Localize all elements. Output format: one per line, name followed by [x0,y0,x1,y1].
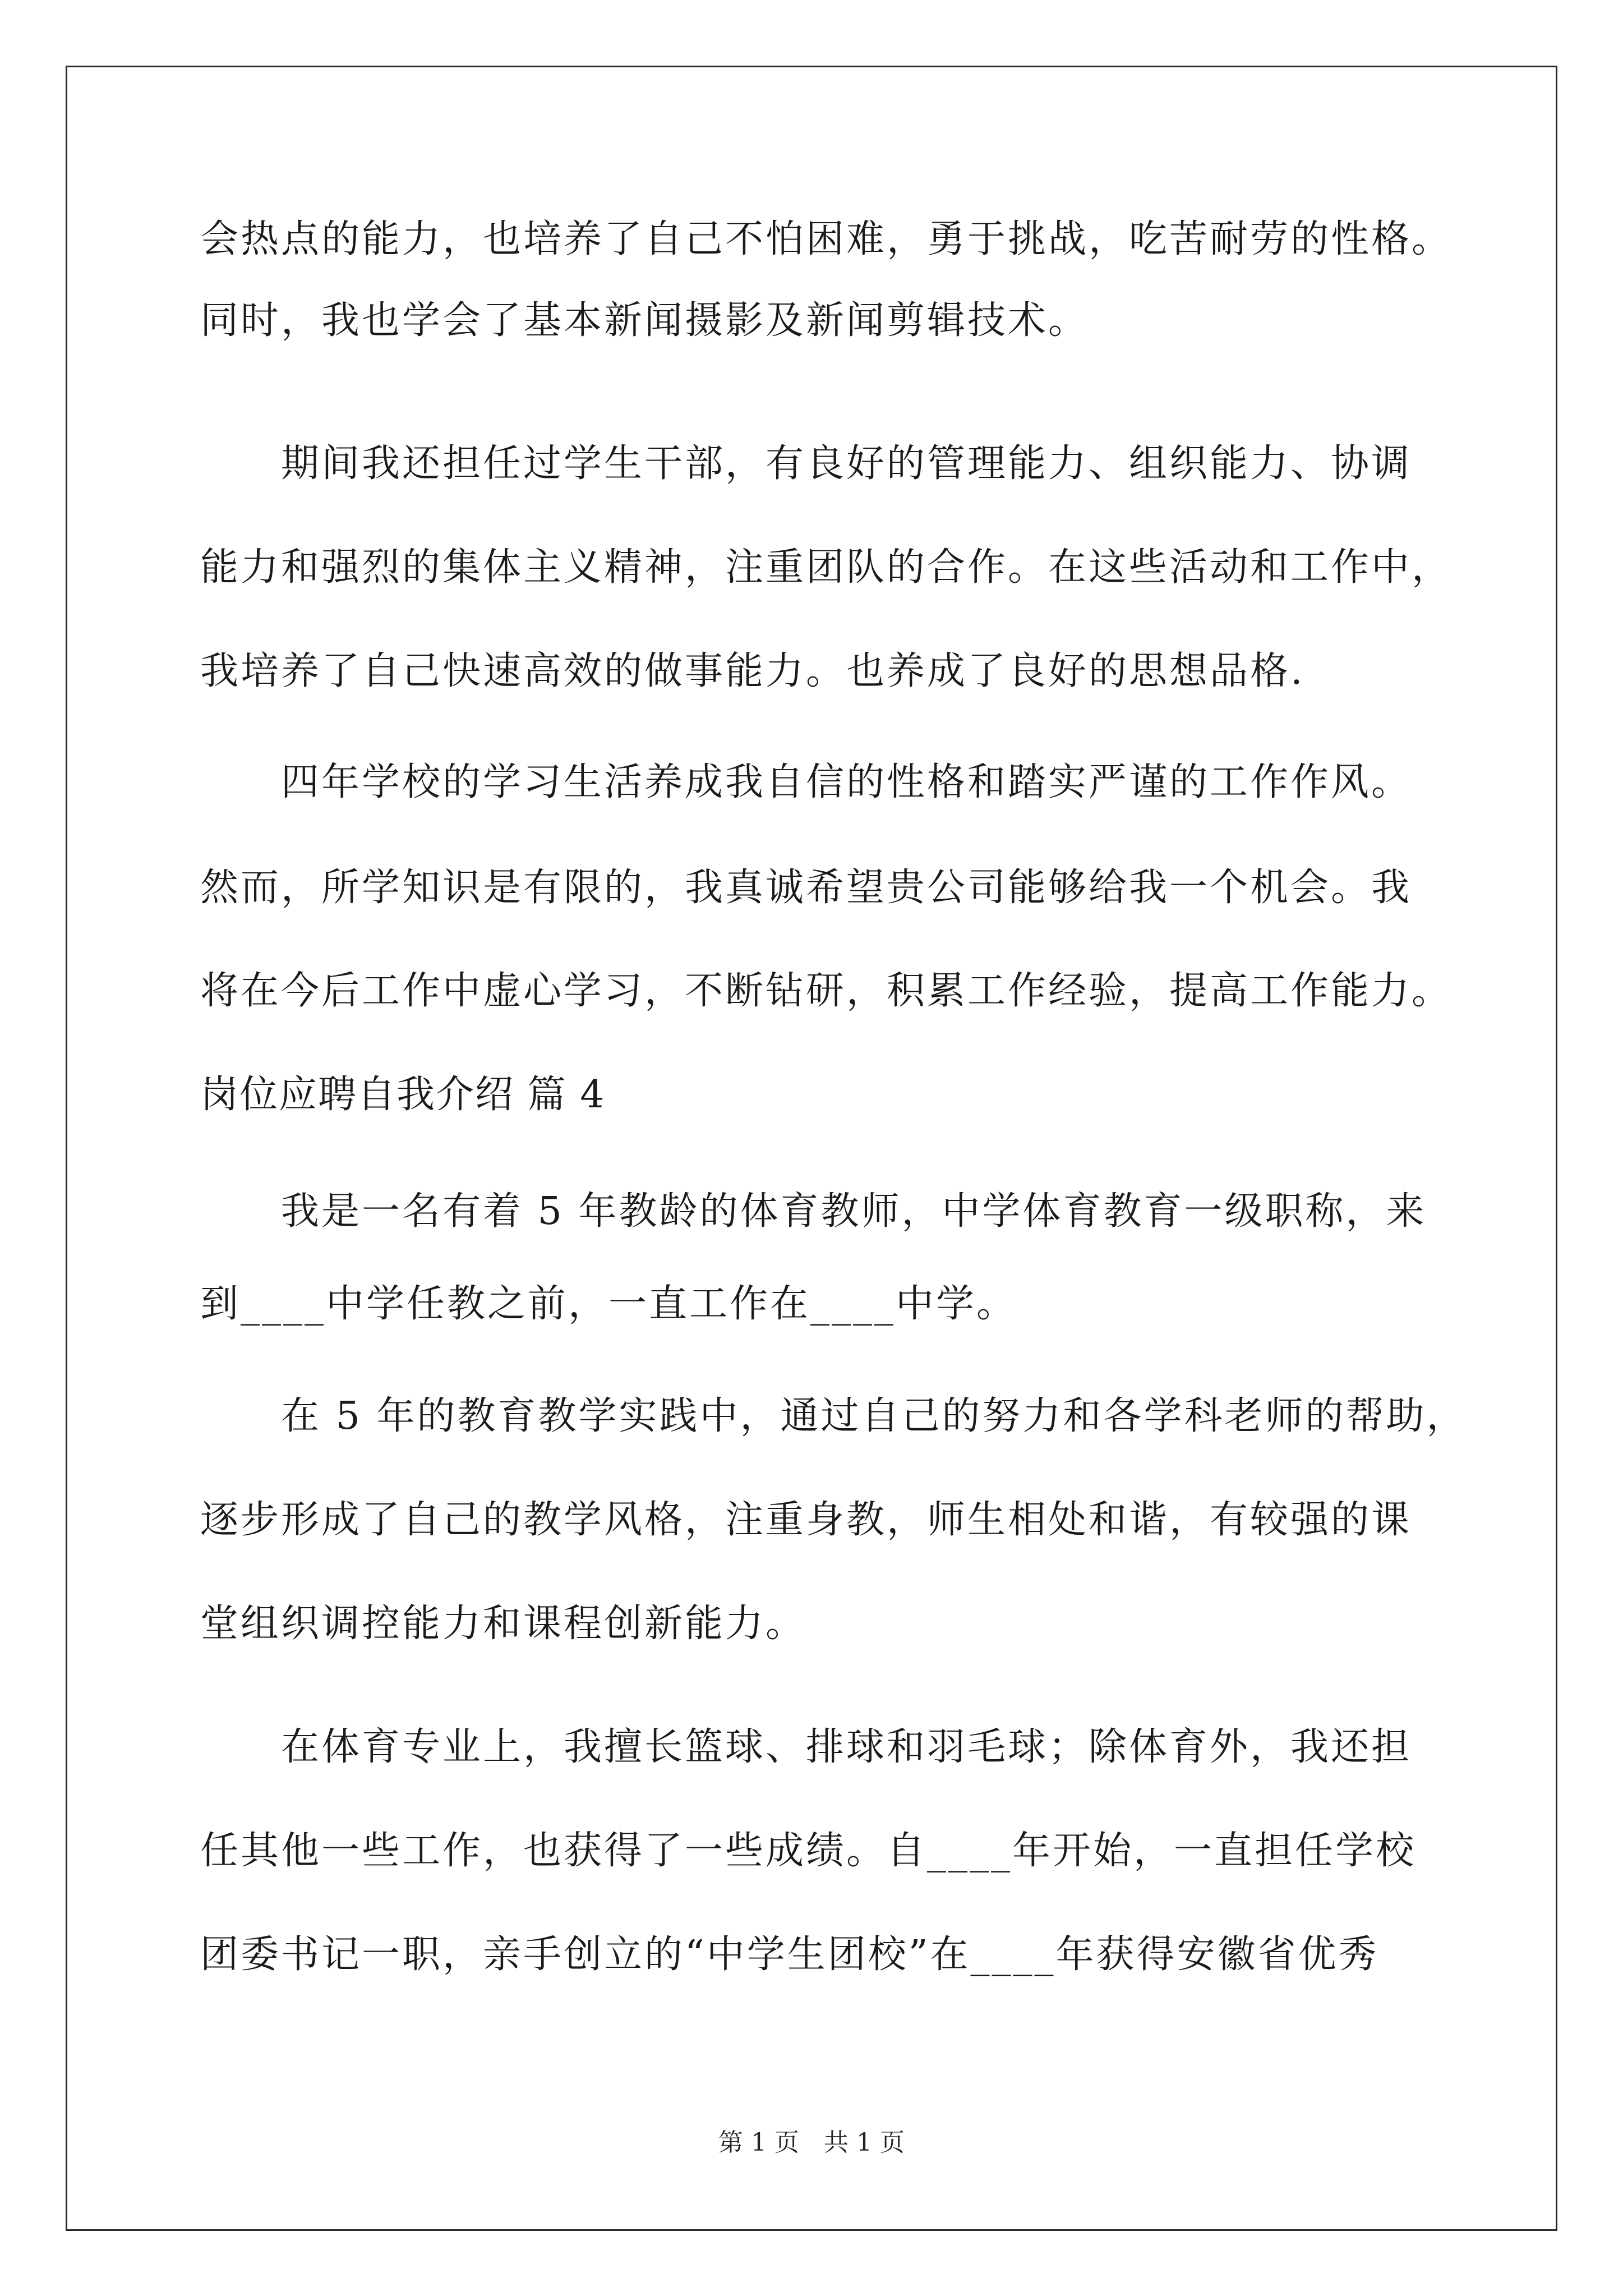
paragraph-line: 将在今后工作中虚心学习，不断钻研，积累工作经验，提高工作能力。 [200,969,1453,1013]
paragraph-line: 四年学校的学习生活养成我自信的性格和踏实严谨的工作作风。 [281,760,1412,804]
paragraph-line: 在 5 年的教育教学实践中，通过自己的努力和各学科老师的帮助， [281,1394,1467,1438]
paragraph-line: 然而，所学知识是有限的，我真诚希望贵公司能够给我一个机会。我 [200,866,1412,910]
paragraph-line: 同时，我也学会了基本新闻摄影及新闻剪辑技术。 [200,298,1089,343]
paragraph-line: 在体育专业上，我擅长篮球、排球和羽毛球；除体育外，我还担 [281,1725,1412,1769]
paragraph-line: 任其他一些工作，也获得了一些成绩。自____年开始，一直担任学校 [200,1829,1417,1873]
page-number: 第 1 页 共 1 页 [718,2128,905,2157]
paragraph-line: 团委书记一职，亲手创立的“中学生团校”在____年获得安徽省优秀 [200,1932,1379,1977]
paragraph-line: 能力和强烈的集体主义精神，注重团队的合作。在这些活动和工作中， [200,545,1453,590]
paragraph-line: 我是一名有着 5 年教龄的体育教师，中学体育教育一级职称，来 [281,1189,1427,1234]
page-border [66,66,1557,2231]
section-heading: 岗位应聘自我介绍 篇 4 [200,1073,606,1117]
paragraph-line: 会热点的能力，也培养了自己不怕困难，勇于挑战，吃苦耐劳的性格。 [200,217,1453,261]
paragraph-line: 我培养了自己快速高效的做事能力。也养成了良好的思想品格. [200,649,1305,693]
paragraph-line: 堂组织调控能力和课程创新能力。 [200,1602,806,1646]
paragraph-line: 到____中学任教之前，一直工作在____中学。 [200,1282,1017,1326]
paragraph-line: 逐步形成了自己的教学风格，注重身教，师生相处和谐，有较强的课 [200,1498,1412,1542]
paragraph-line: 期间我还担任过学生干部，有良好的管理能力、组织能力、协调 [281,441,1412,486]
